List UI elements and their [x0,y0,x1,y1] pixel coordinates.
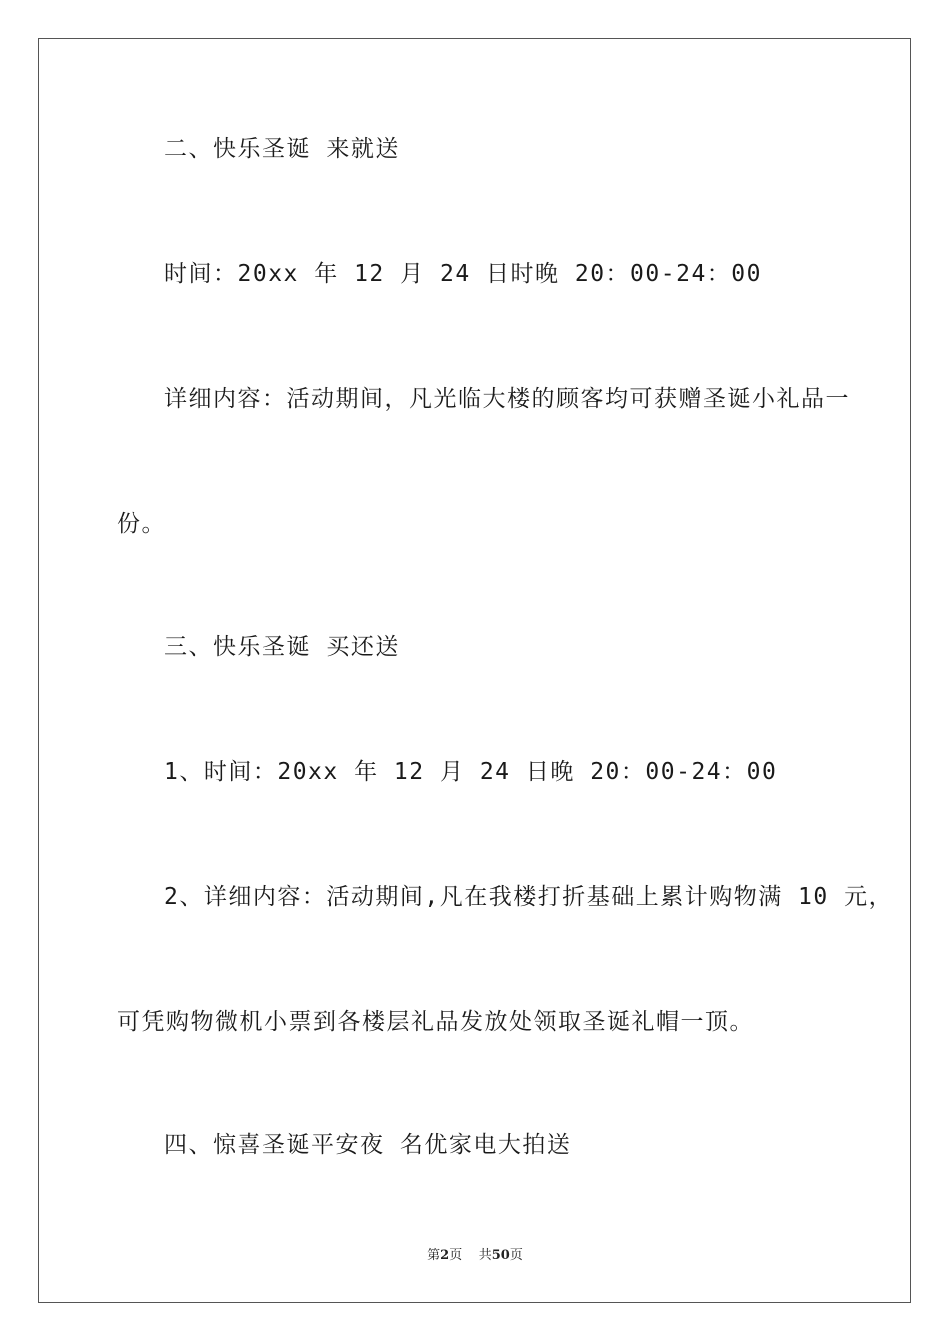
page-frame [38,38,911,1303]
paragraph-details-line-1: 详细内容：活动期间，凡光临大楼的顾客均可获赠圣诞小礼品一 [164,386,850,412]
footer-page-word: 页 [449,1248,463,1263]
footer-total-suffix: 页 [509,1248,523,1263]
footer-total-prefix: 共 [478,1248,492,1263]
footer-current-page: 2 [440,1248,450,1263]
paragraph-item-2-line-2: 可凭购物微机小票到各楼层礼品发放处领取圣诞礼帽一顶。 [117,1009,754,1035]
section-heading-4: 四、惊喜圣诞平安夜 名优家电大拍送 [164,1132,572,1158]
section-heading-2: 二、快乐圣诞 来就送 [164,136,400,162]
footer-total-pages: 50 [491,1248,510,1263]
paragraph-details-line-2: 份。 [117,511,166,537]
section-heading-3: 三、快乐圣诞 买还送 [164,634,400,660]
paragraph-item-2-line-1: 2、详细内容：活动期间,凡在我楼打折基础上累计购物满 10 元， [164,884,894,910]
footer-prefix: 第 [427,1248,441,1263]
page-footer [0,1247,950,1265]
paragraph-time: 时间：20xx 年 12 月 24 日时晚 20：00-24：00 [164,261,762,287]
paragraph-item-1-time: 1、时间：20xx 年 12 月 24 日晚 20：00-24：00 [164,759,778,785]
